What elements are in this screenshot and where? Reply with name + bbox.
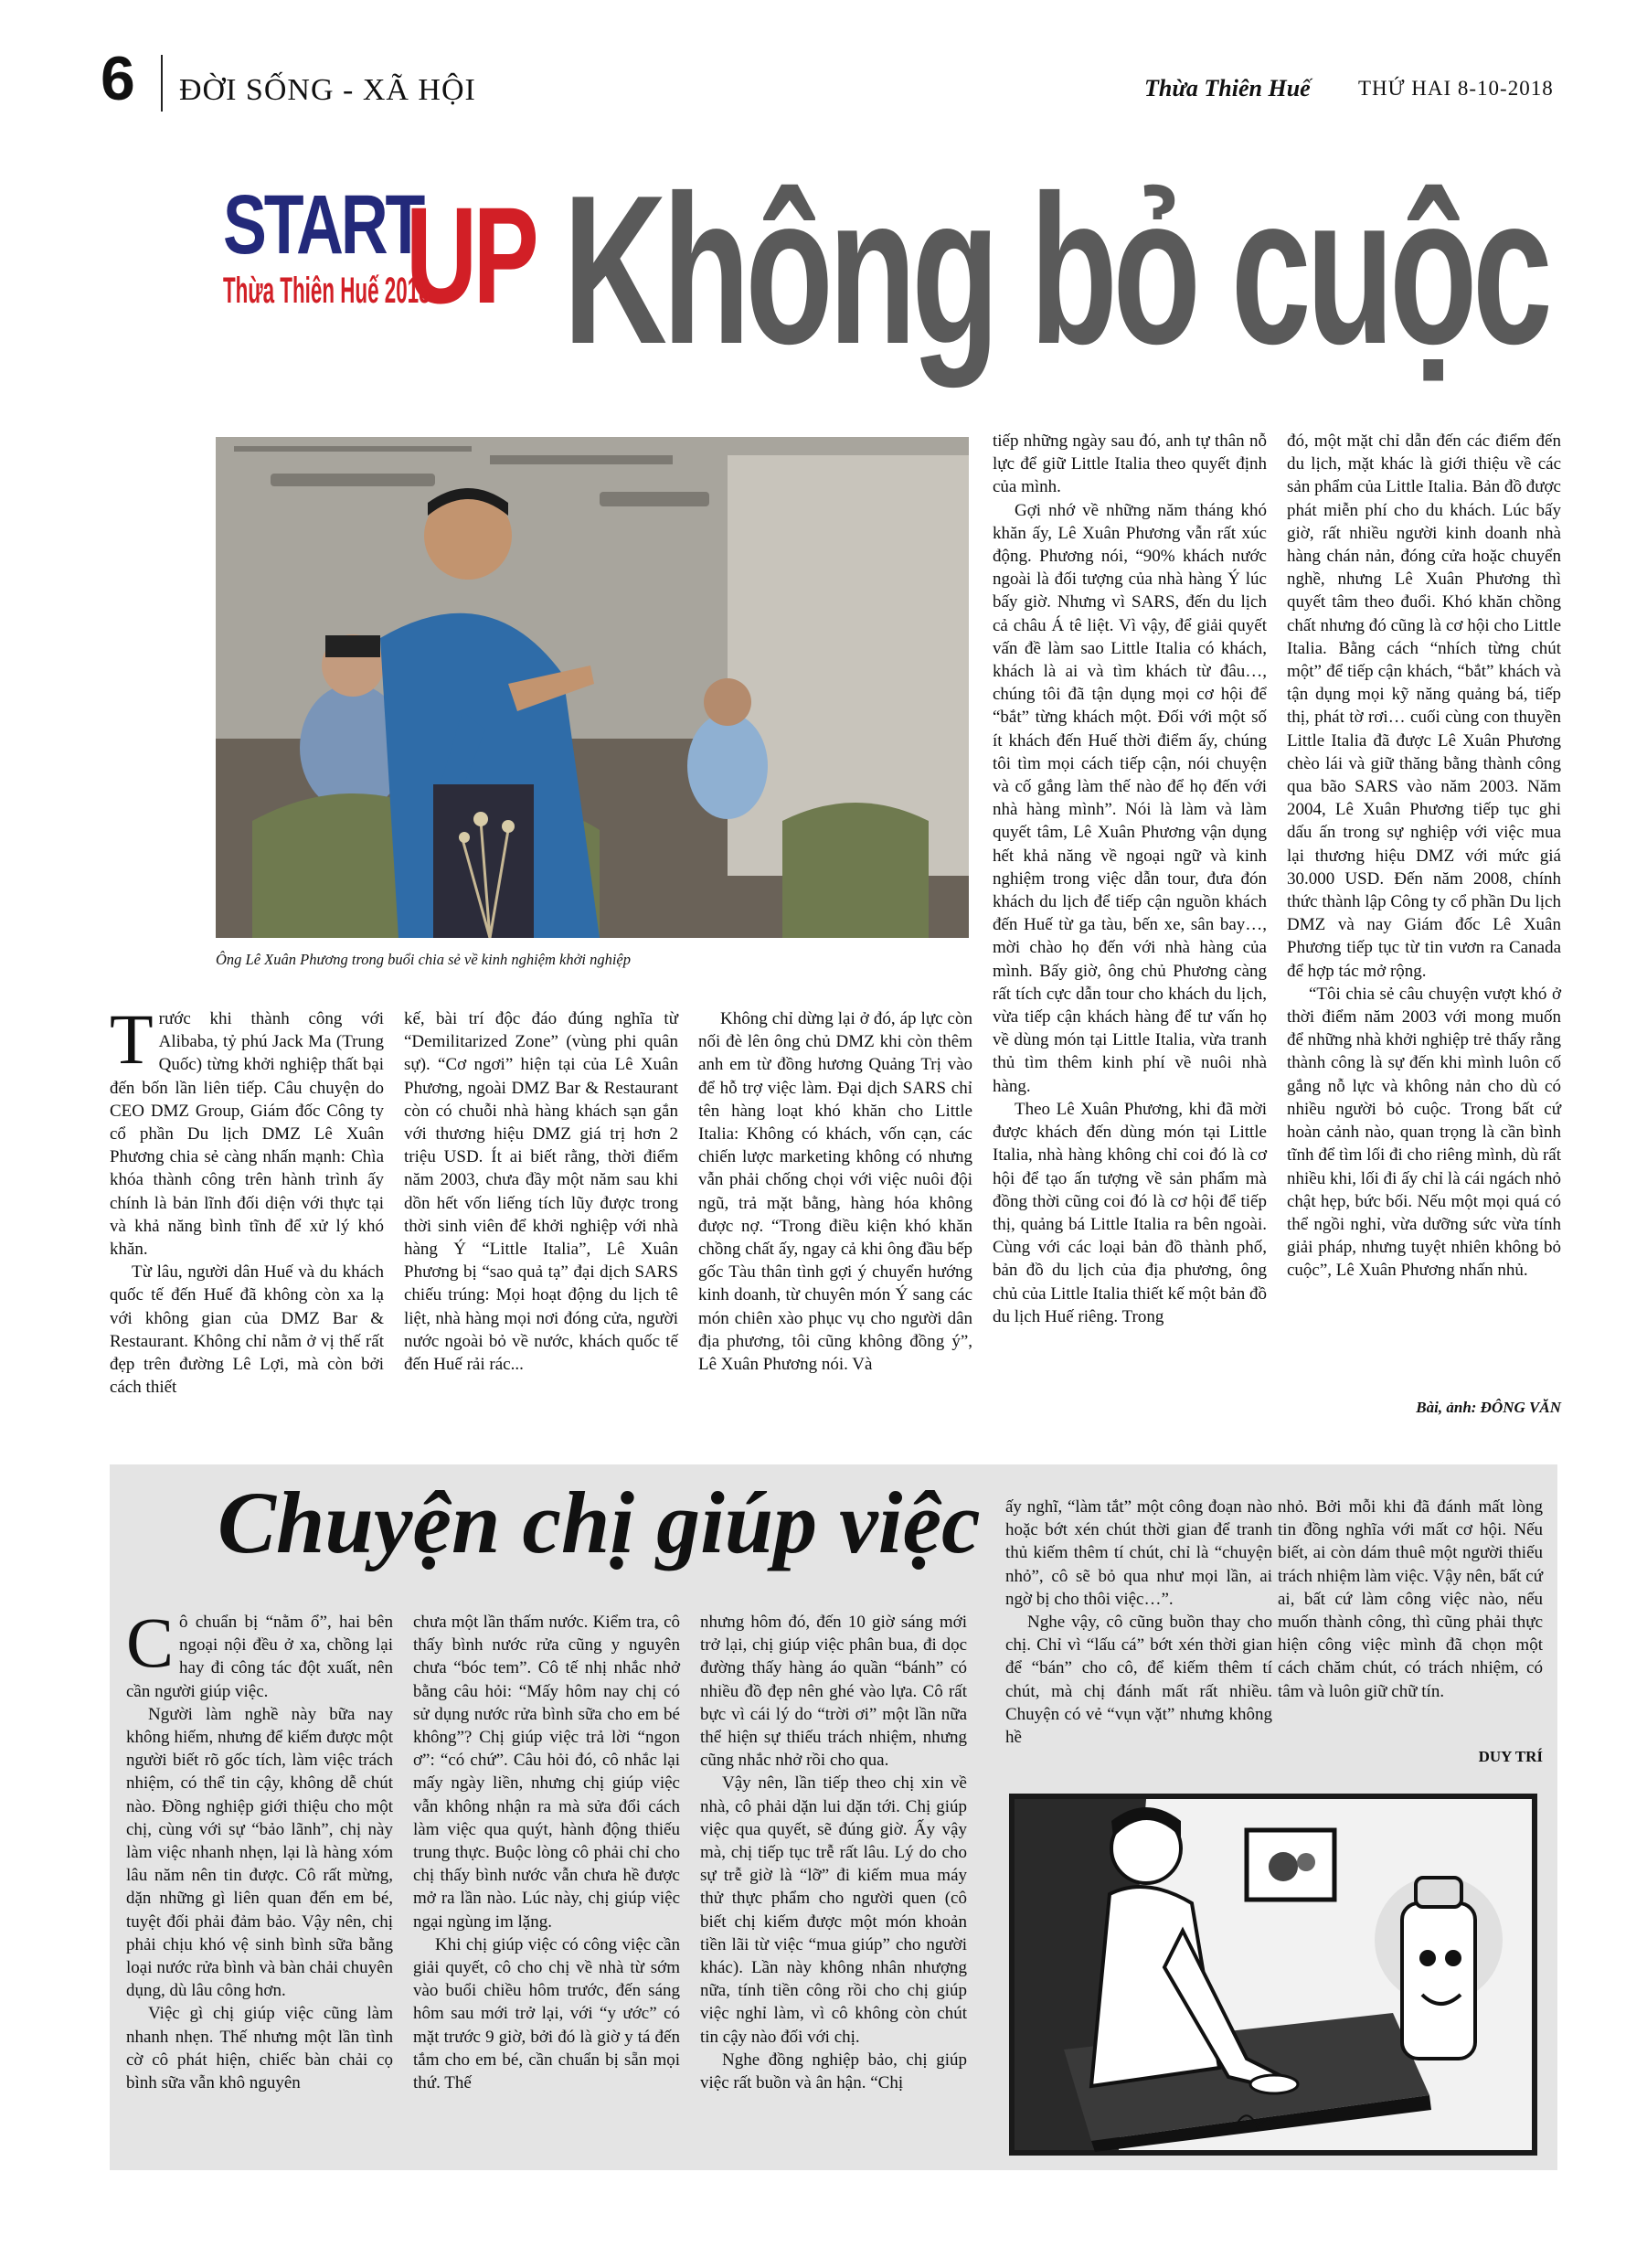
sidebar-byline: DUY TRÍ	[1478, 1748, 1543, 1765]
dateline: THỨ HAI 8-10-2018	[1358, 77, 1554, 100]
drop-cap: T	[110, 999, 154, 1079]
article-column-4	[993, 430, 1267, 1328]
sidebar-headline: Chuyện chị giúp việc	[218, 1474, 981, 1571]
article-byline: Bài, ảnh: ĐÔNG VĂN	[1416, 1399, 1561, 1416]
paragraph: ấy nghĩ, “làm tắt” một công đoạn nào hoặc bớt xén chút thời gian để tranh thủ kiếm thêm tí chút, chỉ là “chuyện nhỏ”, cô sẽ bỏ qua như mọi lần, ai ngờ bị cho thôi việc…”.	[1005, 1497, 1272, 1609]
paragraph: Gợi nhớ về những năm tháng khó khăn ấy, Lê Xuân Phương vẫn rất xúc động. Phương nói, “90% khách nước ngoài là đối tượng của nhà hàng Ý lúc bấy giờ. Nhưng vì SARS, đến du lịch cả châu Á tê liệt. Vì vậy, để giải quyết vấn đề làm sao Little Italia có khách, khách là ai và tìm khách từ đâu…, chúng tôi đã tận dụng mọi cơ hội để “bắt” từng khách một. Đối với một số ít khách đến Huế thời điểm ấy, chúng tôi tìm mọi cách tiếp cận, nói chuyện và cố gắng làm thế nào để họ đến với nhà hàng mình”. Nói là làm và làm quyết tâm, Lê Xuân Phương vận dụng hết khả năng về ngoại ngữ và kinh nghiệm trong việc dẫn tour, đưa đón khách du lịch để tiếp cận nguồn khách đến Huế từ ga tàu, bến xe, sân bay…, mời chào họ đến với nhà hàng của mình. Bấy giờ, ông chủ Phương càng rất tích cực dẫn tour cho khách du lịch, vừa tiếp cận khách hàng để tư vấn họ về dùng món tại Little Italia, vừa tranh thủ tìm thêm kinh phí về nuôi nhà hàng.	[993, 500, 1267, 1096]
paragraph: đó, một mặt chỉ dẫn đến các điểm đến du lịch, mặt khác là giới thiệu về các sản phẩm của Little Italia. Bản đồ được phát miễn phí cho du khách. Lúc bấy giờ, rất nhiều người kinh doanh nhà hàng chán nản, đóng cửa hoặc chuyển nghề, nhưng Lê Xuân Phương thì quyết tâm theo đuổi. Khó khăn chồng chất nhưng đó cũng là cơ hội cho Little Italia. Bằng cách “nhích từng chút một” để tiếp cận khách, “bắt” khách và tận dụng mọi kỹ năng quảng bá, tiếp thị, phát tờ rơi… cuối cùng con thuyền Little Italia đã được Lê Xuân Phương chèo lái và giữ thăng bằng thành công qua bão SARS vào năm 2003. Năm 2004, Lê Xuân Phương tiếp tục ghi dấu ấn trong sự nghiệp với việc mua lại thương hiệu DMZ với mức giá 30.000 USD. Đến năm 2008, chính thức thành lập Công ty cổ phần Du lịch DMZ và nay Giám đốc Lê Xuân Phương tiếp tục từ tin vươn ra Canada để hợp tác mở rộng.	[1287, 431, 1561, 981]
paragraph: Theo Lê Xuân Phương, khi đã mời được khách đến dùng món tại Little Italia, nhà hàng không chỉ coi đó là cơ hội để tạo ấn tượng về sản phẩm mà đồng thời cũng coi đó là cơ hội để tiếp thị, quảng bá Little Italia ra bên ngoài. Cùng với các loại bản đồ thành phố, bản đồ du lịch của địa phương, ông chủ của Little Italia thiết kế một bản đồ du lịch Huế riêng. Trong	[993, 1099, 1267, 1326]
paragraph: nhỏ. Bởi mỗi khi đã đánh mất lòng tin đồng nghĩa với mất cơ hội. Nếu biết, ai còn dám thuê một người thiếu trách nhiệm làm việc. Vậy nên, bất cứ ai, bất cứ làm công việc nào, nếu muốn thành công, thì cũng phải thực hiện công việc mình đã chọn một cách chăm chút, có trách nhiệm, có tâm và luôn giữ chữ tín.	[1278, 1497, 1543, 1701]
sidebar-illustration	[1009, 1794, 1537, 2156]
paragraph: Nghe vậy, cô cũng buồn thay cho chị. Chỉ vì “lấu cá” bớt xén thời gian để “bán” cho cô, để kiếm thêm tí chút, mà chị đánh mất rất nhiều. Chuyện có vẻ “vụn vặt” nhưng không hề	[1005, 1613, 1272, 1748]
logo-start-text: START	[223, 178, 423, 272]
sidebar-column-2	[413, 1611, 680, 2094]
sidebar-column-1	[126, 1603, 393, 2094]
paragraph: nhưng hôm đó, đến 10 giờ sáng mới trở lại, chị giúp việc phân bua, đi dọc đường thấy hàng áo quần “bánh” có nhiều đồ đẹp nên ghé vào lựa. Cô rất bực vì cái lý do “trời ơi” một lần nữa thể hiện sự thiếu trách nhiệm, nhưng cũng nhắc nhở rồi cho qua.	[700, 1613, 967, 1771]
paragraph: chưa một lần thấm nước. Kiểm tra, cô thấy bình nước rửa cũng y nguyên chưa “bóc tem”. Cô tế nhị nhắc nhở bằng câu hỏi: “Mấy hôm nay chị có sử dụng nước rửa bình sữa cho em bé không”? Chị giúp việc trả lời “ngon ơ”: “có chứ”. Câu hỏi đó, cô nhắc lại mấy ngày liền, nhưng chị giúp việc vẫn không nhận ra mà sửa đổi cách làm việc qua quýt, hành động thiếu trung thực. Buộc lòng cô phải chỉ cho chị thấy bình nước vẫn chưa hề được mở ra lần nào. Lúc này, chị giúp việc ngại ngùng im lặng.	[413, 1613, 680, 1932]
sidebar-column-3	[700, 1611, 967, 2094]
paragraph: Nghe đồng nghiệp bảo, chị giúp việc rất buồn và ân hận. “Chị	[700, 2050, 967, 2093]
startup-logo	[223, 178, 536, 332]
paragraph: Không chỉ dừng lại ở đó, áp lực còn nối đè lên ông chủ DMZ khi còn thêm anh em từ đồng hương Quảng Trị vào để hỗ trợ việc làm. Đại dịch SARS chỉ tên hàng loạt khó khăn cho Little Italia: Không có khách, vốn cạn, các chiến lược marketing không có nhưng vẫn phải chống chọi với việc nuôi đội ngũ, trả mặt bằng, hàng hóa không được nợ. “Trong điều kiện khó khăn chồng chất ấy, ngay cả khi ông đầu bếp gốc Tàu thân tình gợi ý chuyển hướng kinh doanh, từ chuyên món Ý sang các món chiên xào phục vụ cho người dân địa phương, tôi cũng không đồng ý”, Lê Xuân Phương nói. Và	[698, 1009, 972, 1375]
sidebar-column-5	[1278, 1496, 1543, 1703]
article-column-1	[110, 999, 384, 1399]
page-number: 6	[101, 44, 135, 113]
paragraph: rước khi thành công với Alibaba, tỷ phú Jack Ma (Trung Quốc) từng khởi nghiệp thất bại đến bốn lần liên tiếp. Câu chuyện do CEO DMZ Group, Giám đốc Công ty cổ phần Du lịch DMZ Lê Xuân Phương chia sẻ càng nhấn mạnh: Chìa khóa thành công trên hành trình ấy chính là bản lĩnh đối diện với thực tại và khả năng bình tĩnh để xử lý khó khăn.	[110, 1009, 384, 1260]
logo-up-text: UP	[406, 178, 536, 332]
masthead: Thừa Thiên Huế	[1144, 75, 1311, 101]
paragraph: Khi chị giúp việc có công việc cần giải quyết, cô cho chị về nhà từ sớm vào buổi chiều hôm trước, đến sáng hôm sau mới trở lại, với “y ước” có mặt trước 9 giờ, bởi đó là giờ y tá đến tắm cho em bé, cần chuẩn bị sẵn mọi thứ. Thế	[413, 1934, 680, 2093]
article-column-2	[404, 1007, 678, 1376]
article-column-5	[1287, 430, 1561, 1283]
paragraph: Người làm nghề này bữa nay không hiếm, nhưng để kiếm được một người biết rõ gốc tích, làm việc trách nhiệm, có thể tin cậy, không dễ chút nào. Đồng nghiệp giới thiệu cho một chị, cùng với sự “bảo lãnh”, chị này làm việc nhanh nhẹn, lại là hàng xóm lâu năm nên tin được. Cô rất mừng, dặn những gì liên quan đến em bé, tuyệt đối phải đảm bảo. Vậy nên, chị phải chịu khó vệ sinh bình sữa bằng loại nước rửa bình và bàn chải chuyên dụng, dù lâu công hơn.	[126, 1704, 393, 2001]
header-divider	[161, 55, 163, 112]
paragraph: ô chuẩn bị “nằm ổ”, hai bên ngoại nội đều ở xa, chồng lại hay đi công tác đột xuất, nên cần người giúp việc.	[126, 1613, 393, 1701]
paragraph: kế, bài trí độc đáo đúng nghĩa từ “Demilitarized Zone” (vùng phi quân sự). “Cơ ngơi” hiện tại của Lê Xuân Phương, ngoài DMZ Bar & Restaurant còn có chuỗi nhà hàng khách sạn gắn với thương hiệu DMZ giá trị hơn 2 triệu USD. Ít ai biết rằng, thời điểm năm 2003, chưa đầy một năm sau khi dồn hết vốn liếng tích lũy được trong thời sinh viên để khởi nghiệp với nhà hàng Ý “Little Italia”, Lê Xuân Phương bị “sao quả tạ” đại dịch SARS chiếu trúng: Mọi hoạt động du lịch tê liệt, nhà hàng mọi nơi đóng cửa, người nước ngoài bỏ về nước, khách quốc tế đến Huế rải rác...	[404, 1009, 678, 1375]
paragraph: Vậy nên, lần tiếp theo chị xin về nhà, cô phải dặn lui dặn tới. Chị giúp việc qua quyết, sẽ đúng giờ. Ấy vậy mà, chị tiếp tục trễ rất lâu. Lý do cho sự trễ giờ là “lỡ” đi kiếm mua máy thử thực phẩm cho người quen (cô biết chị kiếm được một món khoản tiền lãi từ việc “mua giúp” cho người khác). Lần này không nhân nhượng nữa, tính tiền công rồi cho chị giúp việc nghỉ làm, vì cô không còn chút tin cậy nào đối với chị.	[700, 1773, 967, 2047]
paragraph: Từ lâu, người dân Huế và du khách quốc tế đến Huế đã không còn xa lạ với không gian của DMZ Bar & Restaurant. Không chỉ nằm ở vị thế rất đẹp trên đường Lê Lợi, mà còn bởi cách thiết	[110, 1262, 384, 1398]
drop-cap: C	[126, 1603, 175, 1682]
paragraph: Việc gì chị giúp việc cũng làm nhanh nhẹn. Thế nhưng một lần tình cờ cô phát hiện, chiếc bàn chải cọ bình sữa vẫn khô nguyên	[126, 2004, 393, 2093]
logo-subtitle: Thừa Thiên Huế 2018	[223, 271, 430, 311]
paragraph: tiếp những ngày sau đó, anh tự thân nỗ lực để giữ Little Italia theo quyết định của mình.	[993, 431, 1267, 497]
sidebar-column-4	[1005, 1496, 1272, 1749]
photo-caption: Ông Lê Xuân Phương trong buổi chia sẻ về kinh nghiệm khởi nghiệp	[216, 951, 632, 968]
article-photo	[216, 437, 969, 938]
section-title: ĐỜI SỐNG - XÃ HỘI	[179, 73, 476, 107]
article-column-3	[698, 1007, 972, 1376]
paragraph: “Tôi chia sẻ câu chuyện vượt khó ở thời điểm năm 2003 với mong muốn để những nhà khởi nghiệp trẻ thấy rằng thành công là sự đến khi mình luôn cố gắng nỗ lực và không nản cho dù có nhiều người bỏ cuộc. Trong bất cứ hoàn cảnh nào, quan trọng là cần bình tĩnh để tìm lối đi cho riêng mình, dù rất nhiều khi, lối đi ấy chỉ là cái ngách nhỏ chật hẹp, bức bối. Nếu một mọi quá có thể ngồi nghỉ, vừa dưỡng sức vừa tính giải pháp, nhưng tuyệt nhiên không bỏ cuộc”, Lê Xuân Phương nhấn nhủ.	[1287, 984, 1561, 1281]
article-headline: Không bỏ cuộc	[563, 152, 1548, 389]
